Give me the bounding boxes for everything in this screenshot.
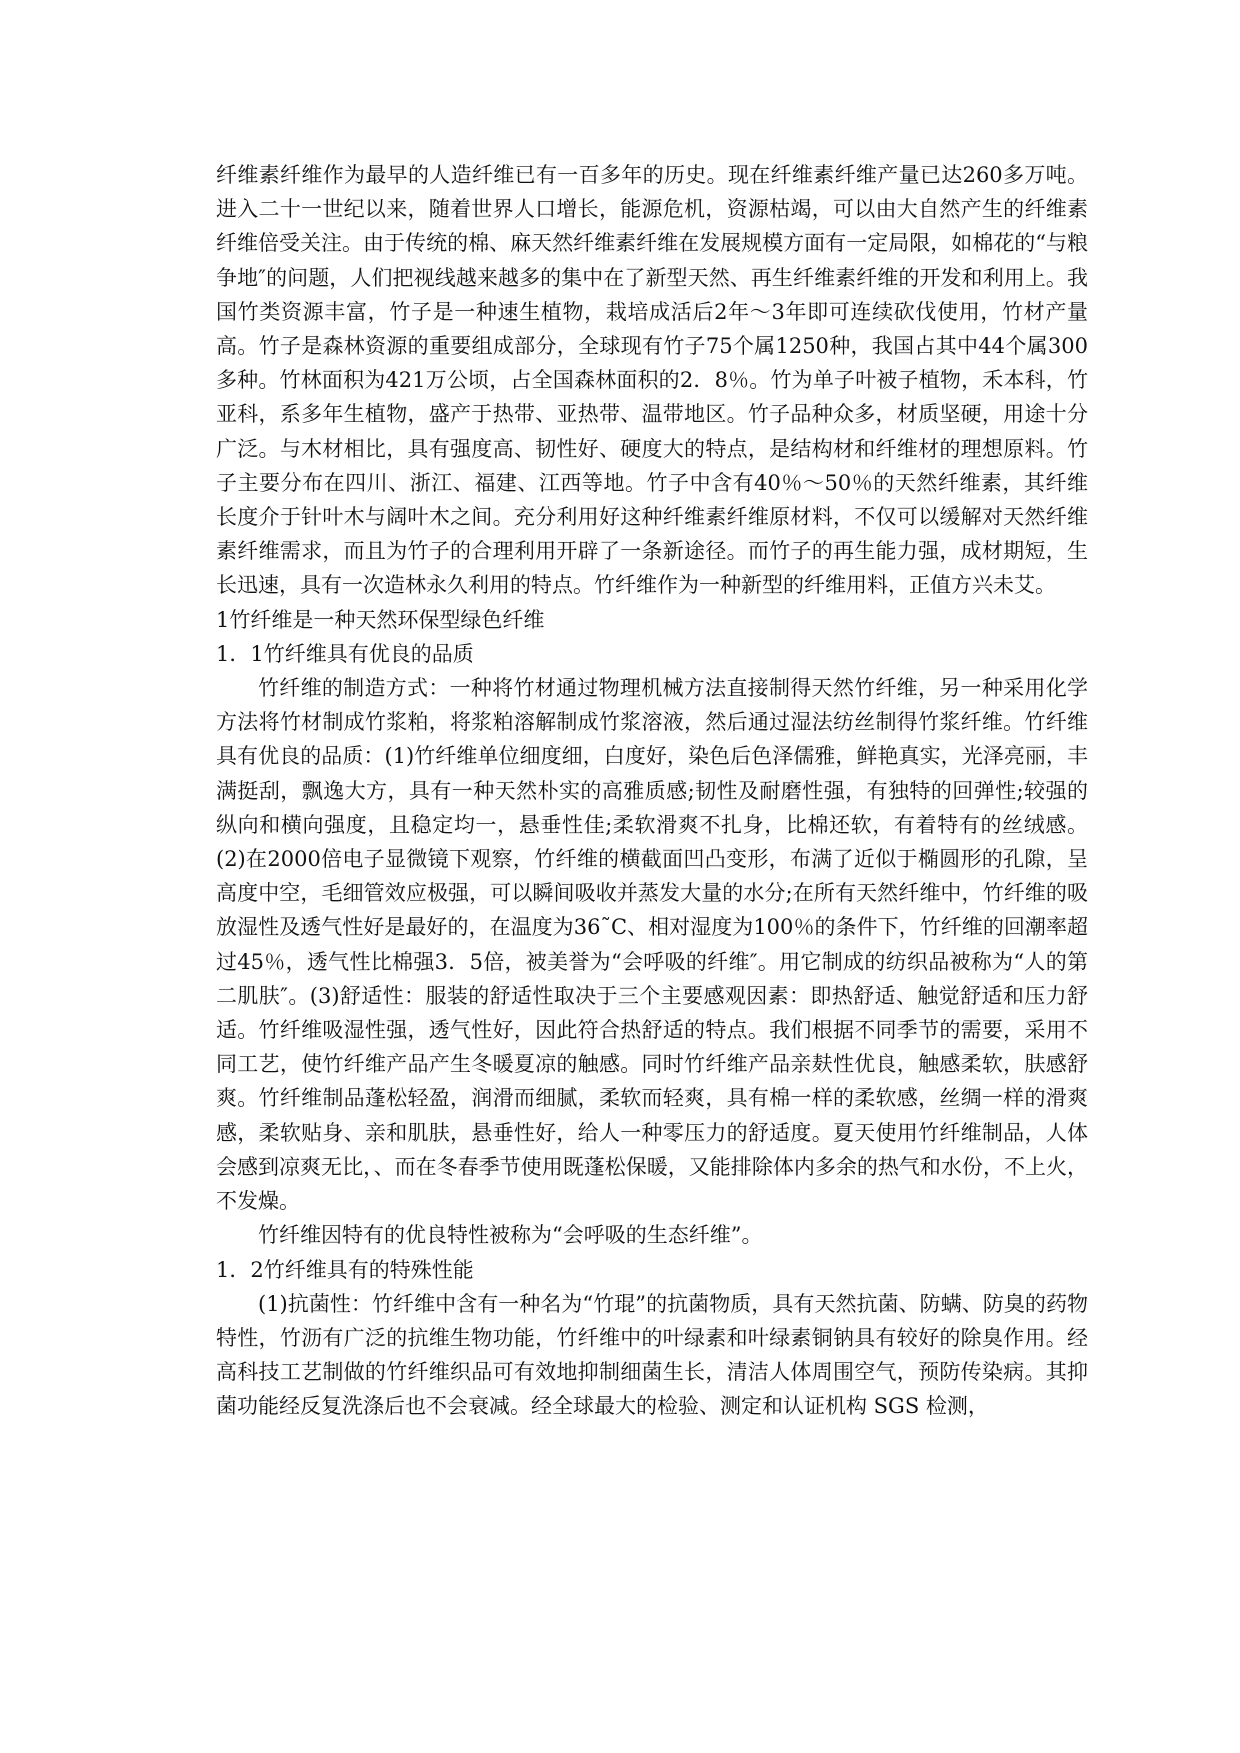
section-1-heading: 1竹纤维是一种天然环保型绿色纤维 — [216, 607, 545, 632]
section-1-2-paragraph: (1)抗菌性：竹纤维中含有一种名为“竹琨”的抗菌物质，具有天然抗菌、防螨、防臭的药物特性，竹沥有广泛的抗维生物功能，竹纤维中的叶绿素和叶绿素铜钠具有较好的除臭作用。经高科技工艺制做的竹纤维织品可有效地抑制细菌生长，清洁人体周围空气，预防传染病。其抑菌功能经反复洗涤后也不会衰减。经全球最大的检验、测定和认证机构 SGS 检测， — [216, 1291, 1088, 1419]
section-1-1-heading: 1．1竹纤维具有优良的品质 — [216, 641, 474, 666]
section-1-2-heading: 1．2竹纤维具有的特殊性能 — [216, 1257, 474, 1282]
section-1-1-paragraph: 竹纤维的制造方式：一种将竹材通过物理机械方法直接制得天然竹纤维，另一种采用化学方法将竹材制成竹浆粕，将浆粕溶解制成竹浆溶液，然后通过湿法纺丝制得竹浆纤维。竹纤维具有优良的品质：(1)竹纤维单位细度细，白度好，染色后色泽儒雅，鲜艳真实，光泽亮丽，丰满挺刮，飘逸大方，具有一种天然朴实的高雅质感;韧性及耐磨性强，有独特的回弹性;较强的纵向和横向强度，且稳定均一，悬垂性佳;柔软滑爽不扎身，比棉还软，有着特有的丝绒感。(2)在2000倍电子显微镜下观察，竹纤维的横截面凹凸变形，布满了近似于椭圆形的孔隙，呈高度中空，毛细管效应极强，可以瞬间吸收并蒸发大量的水分;在所有天然纤维中，竹纤维的吸放湿性及透气性好是最好的，在温度为36˜C、相对湿度为100％的条件下，竹纤维的回潮率超过45％，透气性比棉强3．5倍，被美誉为“会呼吸的纤维″。用它制成的纺织品被称为“人的第二肌肤″。(3)舒适性：服装的舒适性取决于三个主要感观因素：即热舒适、触觉舒适和压力舒适。竹纤维吸湿性强，透气性好，因此符合热舒适的特点。我们根据不同季节的需要，采用不同工艺，使竹纤维产品产生冬暖夏凉的触感。同时竹纤维产品亲麸性优良，触感柔软，肤感舒爽。竹纤维制品蓬松轻盈，润滑而细腻，柔软而轻爽，具有棉一样的柔软感，丝绸一样的滑爽感，柔软贴身、亲和肌肤，悬垂性好，给人一种零压力的舒适度。夏天使用竹纤维制品，人体会感到凉爽无比，、而在冬春季节使用既蓬松保暖，又能排除体内多余的热气和水份，不上火，不发燥。 — [216, 676, 1088, 1214]
intro-paragraph: 纤维素纤维作为最早的人造纤维已有一百多年的历史。现在纤维素纤维产量已达260多万吨。进入二十一世纪以来，随着世界人口增长，能源危机，资源枯竭，可以由大自然产生的纤维素纤维倍受关注。由于传统的棉、麻天然纤维素纤维在发展规模方面有一定局限，如棉花的“与粮争地″的问题，人们把视线越来越多的集中在了新型天然、再生纤维素纤维的开发和利用上。我国竹类资源丰富，竹子是一种速生植物，栽培成活后2年～3年即可连续砍伐使用，竹材产量高。竹子是森林资源的重要组成部分，全球现有竹子75个属1250种，我国占其中44个属300多种。竹林面积为421万公顷，占全国森林面积的2．8％。竹为单子叶被子植物，禾本科，竹亚科，系多年生植物，盛产于热带、亚热带、温带地区。竹子品种众多，材质坚硬，用途十分广泛。与木材相比，具有强度高、韧性好、硬度大的特点，是结构材和纤维材的理想原料。竹子主要分布在四川、浙江、福建、江西等地。竹子中含有40％～50％的天然纤维素，其纤维长度介于针叶木与阔叶木之间。充分利用好这种纤维素纤维原材料，不仅可以缓解对天然纤维素纤维需求，而且为竹子的合理利用开辟了一条新途径。而竹子的再生能力强，成材期短，生长迅速，具有一次造林永久利用的特点。竹纤维作为一种新型的纤维用料，正值方兴未艾。 — [216, 163, 1088, 598]
section-1-1-summary: 竹纤维因特有的优良特性被称为“会呼吸的生态纤维”。 — [258, 1223, 763, 1248]
document-body — [216, 158, 1088, 1424]
